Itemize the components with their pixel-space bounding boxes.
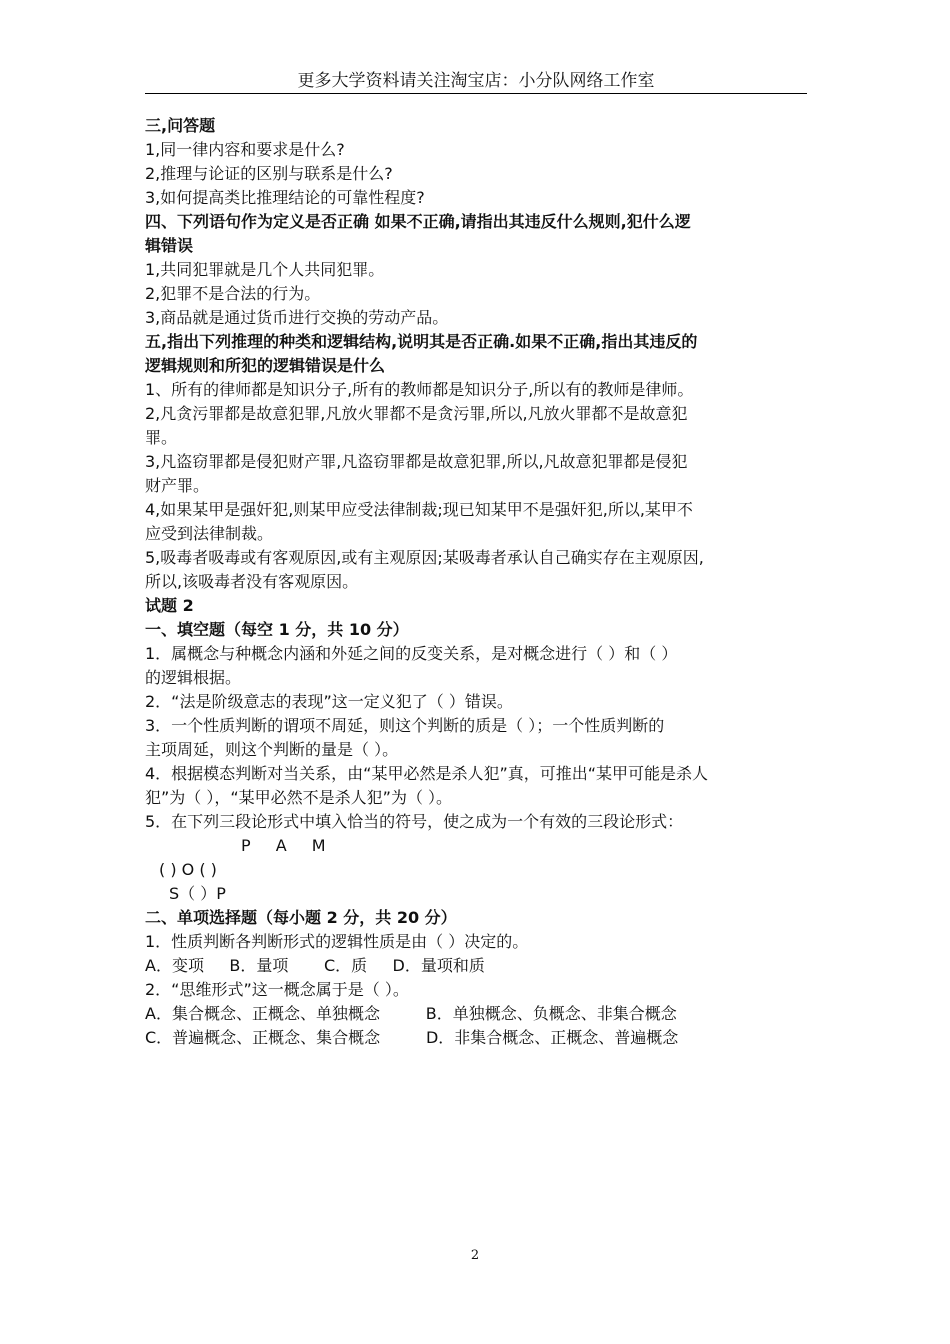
document-body [145, 114, 810, 1050]
section4-item: 3,商品就是通过货币进行交换的劳动产品。 [145, 308, 449, 327]
page-number: 2 [470, 1248, 480, 1263]
exam2-title: 试题 2 [145, 596, 194, 615]
header-rule [145, 93, 807, 94]
exam2-part2-title: 二、单项选择题（每小题 2 分，共 20 分） [145, 908, 457, 927]
exam2-part1-title: 一、填空题（每空 1 分，共 10 分） [145, 620, 409, 639]
section5-line: 5,吸毒者吸毒或有客观原因,或有主观原因;某吸毒者承认自己确实存在主观原因, [145, 548, 704, 567]
section5-line: 1、所有的律师都是知识分子,所有的教师都是知识分子,所以有的教师是律师。 [145, 380, 694, 399]
section5-title-line1: 五,指出下列推理的种类和逻辑结构,说明其是否正确.如果不正确,指出其违反的 [145, 332, 698, 351]
section5-line: 3,凡盗窃罪都是侵犯财产罪,凡盗窃罪都是故意犯罪,所以,凡故意犯罪都是侵犯 [145, 452, 688, 471]
exam2-part1-line: 3．一个性质判断的谓项不周延，则这个判断的质是（ ）；一个性质判断的 [145, 716, 665, 735]
section4-item: 1,共同犯罪就是几个人共同犯罪。 [145, 260, 385, 279]
section5-title-line2: 逻辑规则和所犯的逻辑错误是什么 [145, 356, 386, 375]
exam2-part1-line: 2．“法是阶级意志的表现”这一定义犯了（ ）错误。 [145, 692, 513, 711]
exam2-part2-q1-options: A．变项 B．量项 C．质 D．量项和质 [145, 956, 485, 975]
syllogism-minor-premise: ( ) O ( ) [159, 860, 217, 879]
section4-title-line2: 辑错误 [145, 236, 194, 255]
section3-q1: 1,同一律内容和要求是什么? [145, 140, 345, 159]
section3-q3: 3,如何提高类比推理结论的可靠性程度? [145, 188, 425, 207]
section5-line: 罪。 [145, 428, 178, 447]
exam2-part1-line: 主项周延，则这个判断的量是（ ）。 [145, 740, 399, 759]
exam2-part2-q2: 2．“思维形式”这一概念属于是（ ）。 [145, 980, 409, 999]
section5-line: 2,凡贪污罪都是故意犯罪,凡放火罪都不是贪污罪,所以,凡放火罪都不是故意犯 [145, 404, 688, 423]
section5-line: 所以,该吸毒者没有客观原因。 [145, 572, 359, 591]
syllogism-major-premise: P A M [241, 836, 336, 855]
exam2-part1-line: 5．在下列三段论形式中填入恰当的符号，使之成为一个有效的三段论形式： [145, 812, 684, 831]
page-header: 更多大学资料请关注淘宝店：小分队网络工作室 [297, 71, 655, 91]
section4-title-line1: 四、下列语句作为定义是否正确 如果不正确,请指出其违反什么规则,犯什么逻 [145, 212, 691, 231]
section5-line: 4,如果某甲是强奸犯,则某甲应受法律制裁;现已知某甲不是强奸犯,所以,某甲不 [145, 500, 693, 519]
exam2-part1-line: 犯”为（ ），“某甲必然不是杀人犯”为（ ）。 [145, 788, 453, 807]
syllogism-conclusion: S（ ）P [169, 884, 226, 903]
section5-line: 财产罪。 [145, 476, 210, 495]
section5-line: 应受到法律制裁。 [145, 524, 274, 543]
exam2-part2-q2-options-ab: A．集合概念、正概念、单独概念 B．单独概念、负概念、非集合概念 [145, 1004, 677, 1023]
section3-title: 三,问答题 [145, 116, 216, 135]
exam2-part1-line: 的逻辑根据。 [145, 668, 242, 687]
exam2-part2-q2-options-cd: C．普遍概念、正概念、集合概念 D．非集合概念、正概念、普遍概念 [145, 1028, 679, 1047]
exam2-part1-line: 1．属概念与种概念内涵和外延之间的反变关系，是对概念进行（ ）和（ ） [145, 644, 678, 663]
section3-q2: 2,推理与论证的区别与联系是什么? [145, 164, 393, 183]
section4-item: 2,犯罪不是合法的行为。 [145, 284, 321, 303]
exam2-part2-q1: 1．性质判断各判断形式的逻辑性质是由（ ）决定的。 [145, 932, 529, 951]
exam2-part1-line: 4．根据模态判断对当关系，由“某甲必然是杀人犯”真，可推出“某甲可能是杀人 [145, 764, 709, 783]
